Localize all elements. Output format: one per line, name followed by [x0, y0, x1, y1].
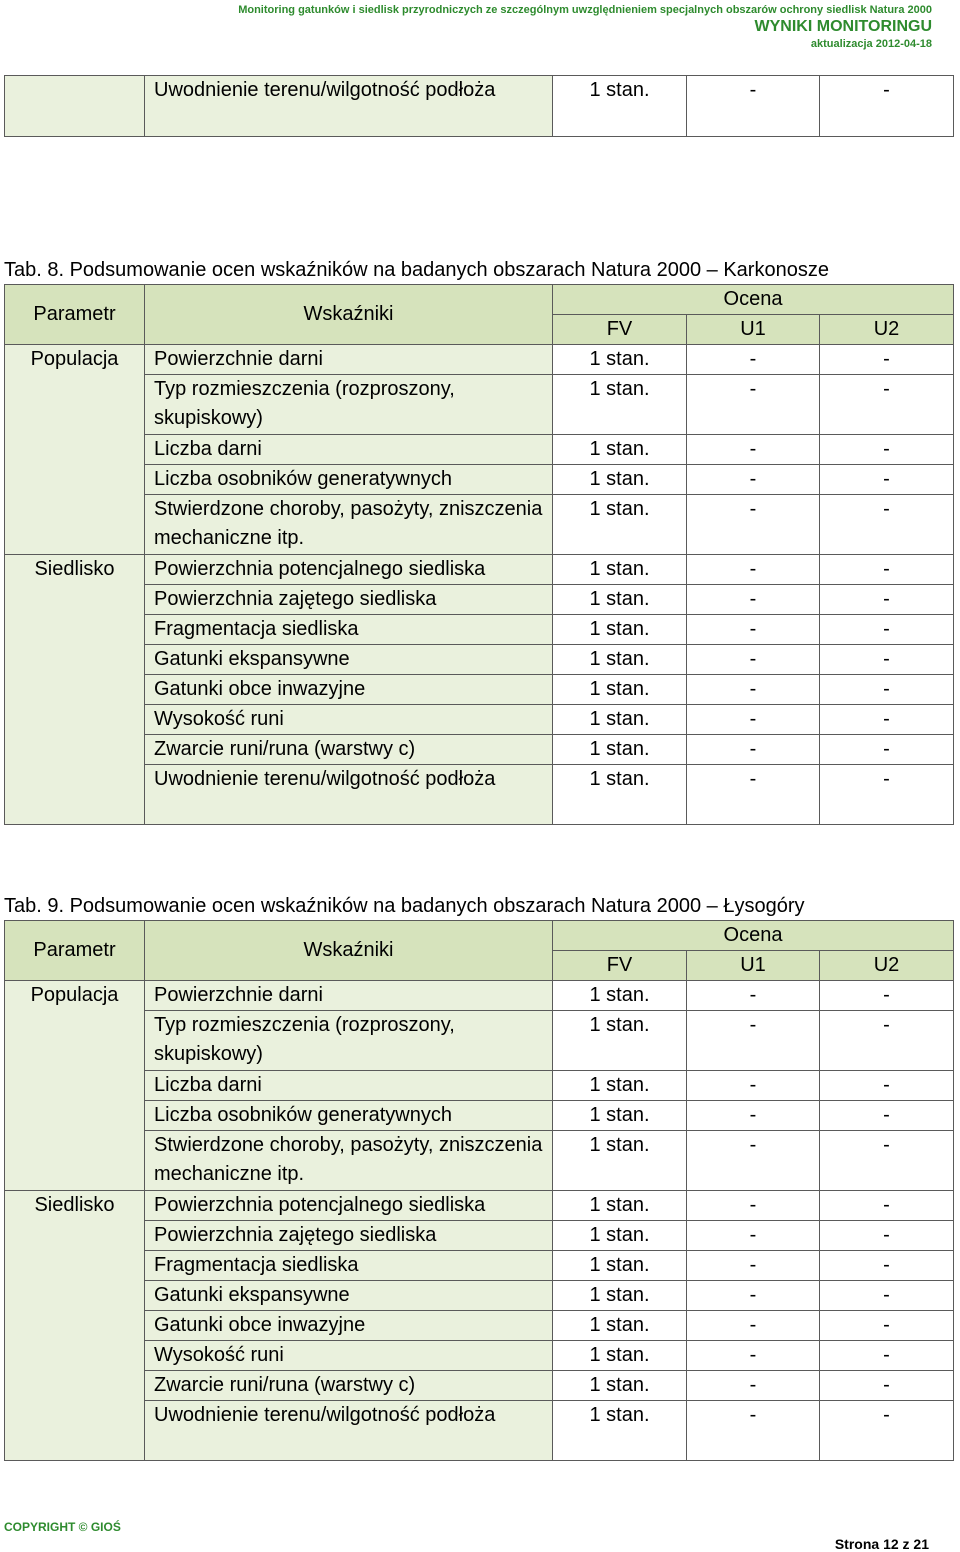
- param-cell: [5, 76, 145, 137]
- indicator-cell: Gatunki obce inwazyjne: [145, 1311, 553, 1341]
- group-siedlisko: Siedlisko: [5, 555, 145, 825]
- table-row: [5, 705, 954, 735]
- table-row: [5, 585, 954, 615]
- u1-cell: -: [687, 465, 820, 495]
- fv-cell: 1 stan.: [553, 645, 687, 675]
- table-row: [5, 981, 954, 1011]
- u1-cell: -: [687, 495, 820, 555]
- u1-cell: -: [687, 1221, 820, 1251]
- header-parametr: Parametr: [5, 921, 145, 981]
- u1-cell: -: [687, 675, 820, 705]
- page-number: Strona 12 z 21: [834, 1536, 929, 1552]
- u2-cell: -: [820, 495, 954, 555]
- table-row: [5, 615, 954, 645]
- fv-cell: 1 stan.: [553, 1011, 687, 1071]
- u1-cell: -: [687, 76, 820, 137]
- indicator-cell: Gatunki ekspansywne: [145, 1281, 553, 1311]
- indicator-cell: Gatunki ekspansywne: [145, 645, 553, 675]
- indicator-cell: Liczba darni: [145, 435, 553, 465]
- u1-cell: -: [687, 1341, 820, 1371]
- u1-cell: -: [687, 645, 820, 675]
- u2-cell: -: [820, 981, 954, 1011]
- u2-cell: -: [820, 645, 954, 675]
- u2-cell: -: [820, 1221, 954, 1251]
- u1-cell: -: [687, 705, 820, 735]
- indicator-cell: Powierzchnie darni: [145, 981, 553, 1011]
- header-fv: FV: [553, 315, 687, 345]
- u1-cell: -: [687, 585, 820, 615]
- indicator-cell: Stwierdzone choroby, pasożyty, zniszczenia mechaniczne itp.: [145, 1131, 553, 1191]
- u2-cell: -: [820, 1311, 954, 1341]
- table-row: [5, 1101, 954, 1131]
- summary-table-lysogory: [4, 920, 954, 1461]
- u1-cell: -: [687, 1191, 820, 1221]
- table-row: [5, 555, 954, 585]
- header-project-title: Monitoring gatunków i siedlisk przyrodniczych ze szczególnym uwzględnieniem specjalnych obszarów ochrony siedlisk Natura 2000: [238, 4, 932, 16]
- indicator-cell: Liczba darni: [145, 1071, 553, 1101]
- indicator-cell: Powierzchnia potencjalnego siedliska: [145, 1191, 553, 1221]
- fv-cell: 1 stan.: [553, 345, 687, 375]
- fv-cell: 1 stan.: [553, 375, 687, 435]
- u1-cell: -: [687, 615, 820, 645]
- table-row: [5, 1251, 954, 1281]
- header-u2: U2: [820, 951, 954, 981]
- table-row: [5, 1131, 954, 1191]
- indicator-cell: Uwodnienie terenu/wilgotność podłoża: [145, 76, 553, 137]
- group-populacja: Populacja: [5, 981, 145, 1191]
- page-header: [238, 0, 932, 50]
- u2-cell: -: [820, 375, 954, 435]
- indicator-cell: Liczba osobników generatywnych: [145, 1101, 553, 1131]
- u2-cell: -: [820, 1011, 954, 1071]
- indicator-cell: Uwodnienie terenu/wilgotność podłoża: [145, 1401, 553, 1461]
- group-populacja: Populacja: [5, 345, 145, 555]
- header-fv: FV: [553, 951, 687, 981]
- table-row: [5, 345, 954, 375]
- fv-cell: 1 stan.: [553, 705, 687, 735]
- fv-cell: 1 stan.: [553, 1341, 687, 1371]
- table-row: [5, 1191, 954, 1221]
- table-caption-8: Tab. 8. Podsumowanie ocen wskaźników na badanych obszarach Natura 2000 – Karkonosze: [4, 259, 829, 281]
- u2-cell: -: [820, 1251, 954, 1281]
- header-u2: U2: [820, 315, 954, 345]
- u2-cell: -: [820, 585, 954, 615]
- header-parametr: Parametr: [5, 285, 145, 345]
- header-wskazniki: Wskaźniki: [145, 285, 553, 345]
- u1-cell: -: [687, 735, 820, 765]
- fv-cell: 1 stan.: [553, 765, 687, 825]
- u2-cell: -: [820, 76, 954, 137]
- fv-cell: 1 stan.: [553, 76, 687, 137]
- u2-cell: -: [820, 1371, 954, 1401]
- fv-cell: 1 stan.: [553, 585, 687, 615]
- u2-cell: -: [820, 1401, 954, 1461]
- indicator-cell: Powierzchnia potencjalnego siedliska: [145, 555, 553, 585]
- indicator-cell: Wysokość runi: [145, 1341, 553, 1371]
- u1-cell: -: [687, 1011, 820, 1071]
- continuation-table: [4, 75, 954, 137]
- header-ocena: Ocena: [553, 921, 954, 951]
- indicator-cell: Powierzchnia zajętego siedliska: [145, 585, 553, 615]
- indicator-cell: Fragmentacja siedliska: [145, 615, 553, 645]
- fv-cell: 1 stan.: [553, 615, 687, 645]
- fv-cell: 1 stan.: [553, 1401, 687, 1461]
- indicator-cell: Typ rozmieszczenia (rozproszony, skupiskowy): [145, 1011, 553, 1071]
- u1-cell: -: [687, 1281, 820, 1311]
- indicator-cell: Typ rozmieszczenia (rozproszony, skupiskowy): [145, 375, 553, 435]
- u2-cell: -: [820, 705, 954, 735]
- fv-cell: 1 stan.: [553, 465, 687, 495]
- u2-cell: -: [820, 1281, 954, 1311]
- u2-cell: -: [820, 1071, 954, 1101]
- fv-cell: 1 stan.: [553, 1071, 687, 1101]
- u2-cell: -: [820, 345, 954, 375]
- fv-cell: 1 stan.: [553, 735, 687, 765]
- indicator-cell: Zwarcie runi/runa (warstwy c): [145, 735, 553, 765]
- table-row: [5, 435, 954, 465]
- table-row: [5, 1071, 954, 1101]
- u1-cell: -: [687, 555, 820, 585]
- u2-cell: -: [820, 735, 954, 765]
- indicator-cell: Gatunki obce inwazyjne: [145, 675, 553, 705]
- fv-cell: 1 stan.: [553, 1281, 687, 1311]
- fv-cell: 1 stan.: [553, 981, 687, 1011]
- fv-cell: 1 stan.: [553, 1221, 687, 1251]
- indicator-cell: Wysokość runi: [145, 705, 553, 735]
- fv-cell: 1 stan.: [553, 1251, 687, 1281]
- table-row: [5, 1371, 954, 1401]
- summary-table-karkonosze: [4, 284, 954, 825]
- fv-cell: 1 stan.: [553, 1191, 687, 1221]
- fv-cell: 1 stan.: [553, 1311, 687, 1341]
- table-row: [5, 675, 954, 705]
- fv-cell: 1 stan.: [553, 1371, 687, 1401]
- header-wskazniki: Wskaźniki: [145, 921, 553, 981]
- fv-cell: 1 stan.: [553, 435, 687, 465]
- u1-cell: -: [687, 1131, 820, 1191]
- fv-cell: 1 stan.: [553, 555, 687, 585]
- table-row: [5, 1401, 954, 1461]
- u1-cell: -: [687, 1371, 820, 1401]
- fv-cell: 1 stan.: [553, 1101, 687, 1131]
- table-row: [5, 765, 954, 825]
- header-ocena: Ocena: [553, 285, 954, 315]
- u2-cell: -: [820, 555, 954, 585]
- table-row: [5, 375, 954, 435]
- table-row: [5, 1341, 954, 1371]
- indicator-cell: Uwodnienie terenu/wilgotność podłoża: [145, 765, 553, 825]
- table-row: [5, 495, 954, 555]
- u1-cell: -: [687, 981, 820, 1011]
- table-caption-9: Tab. 9. Podsumowanie ocen wskaźników na badanych obszarach Natura 2000 – Łysogóry: [4, 895, 805, 917]
- indicator-cell: Liczba osobników generatywnych: [145, 465, 553, 495]
- fv-cell: 1 stan.: [553, 1131, 687, 1191]
- u1-cell: -: [687, 1311, 820, 1341]
- u1-cell: -: [687, 1401, 820, 1461]
- fv-cell: 1 stan.: [553, 495, 687, 555]
- header-u1: U1: [687, 951, 820, 981]
- u2-cell: -: [820, 615, 954, 645]
- table-row: [5, 1011, 954, 1071]
- table-row: [5, 1221, 954, 1251]
- u2-cell: -: [820, 675, 954, 705]
- table-row: [5, 1311, 954, 1341]
- u1-cell: -: [687, 1101, 820, 1131]
- table-row: [5, 465, 954, 495]
- indicator-cell: Zwarcie runi/runa (warstwy c): [145, 1371, 553, 1401]
- u2-cell: -: [820, 1191, 954, 1221]
- u2-cell: -: [820, 1131, 954, 1191]
- table-row: [5, 1281, 954, 1311]
- u2-cell: -: [820, 1101, 954, 1131]
- indicator-cell: Powierzchnie darni: [145, 345, 553, 375]
- indicator-cell: Stwierdzone choroby, pasożyty, zniszczenia mechaniczne itp.: [145, 495, 553, 555]
- u1-cell: -: [687, 375, 820, 435]
- u2-cell: -: [820, 435, 954, 465]
- copyright: COPYRIGHT © GIOŚ: [4, 1520, 121, 1534]
- u2-cell: -: [820, 1341, 954, 1371]
- u1-cell: -: [687, 435, 820, 465]
- indicator-cell: Fragmentacja siedliska: [145, 1251, 553, 1281]
- u2-cell: -: [820, 765, 954, 825]
- header-u1: U1: [687, 315, 820, 345]
- u1-cell: -: [687, 765, 820, 825]
- table-row: [5, 735, 954, 765]
- u1-cell: -: [687, 1251, 820, 1281]
- header-results-title: WYNIKI MONITORINGU: [754, 18, 932, 35]
- u1-cell: -: [687, 1071, 820, 1101]
- table-row: [5, 645, 954, 675]
- fv-cell: 1 stan.: [553, 675, 687, 705]
- u2-cell: -: [820, 465, 954, 495]
- u1-cell: -: [687, 345, 820, 375]
- header-update-date: aktualizacja 2012-04-18: [810, 38, 932, 50]
- group-siedlisko: Siedlisko: [5, 1191, 145, 1461]
- indicator-cell: Powierzchnia zajętego siedliska: [145, 1221, 553, 1251]
